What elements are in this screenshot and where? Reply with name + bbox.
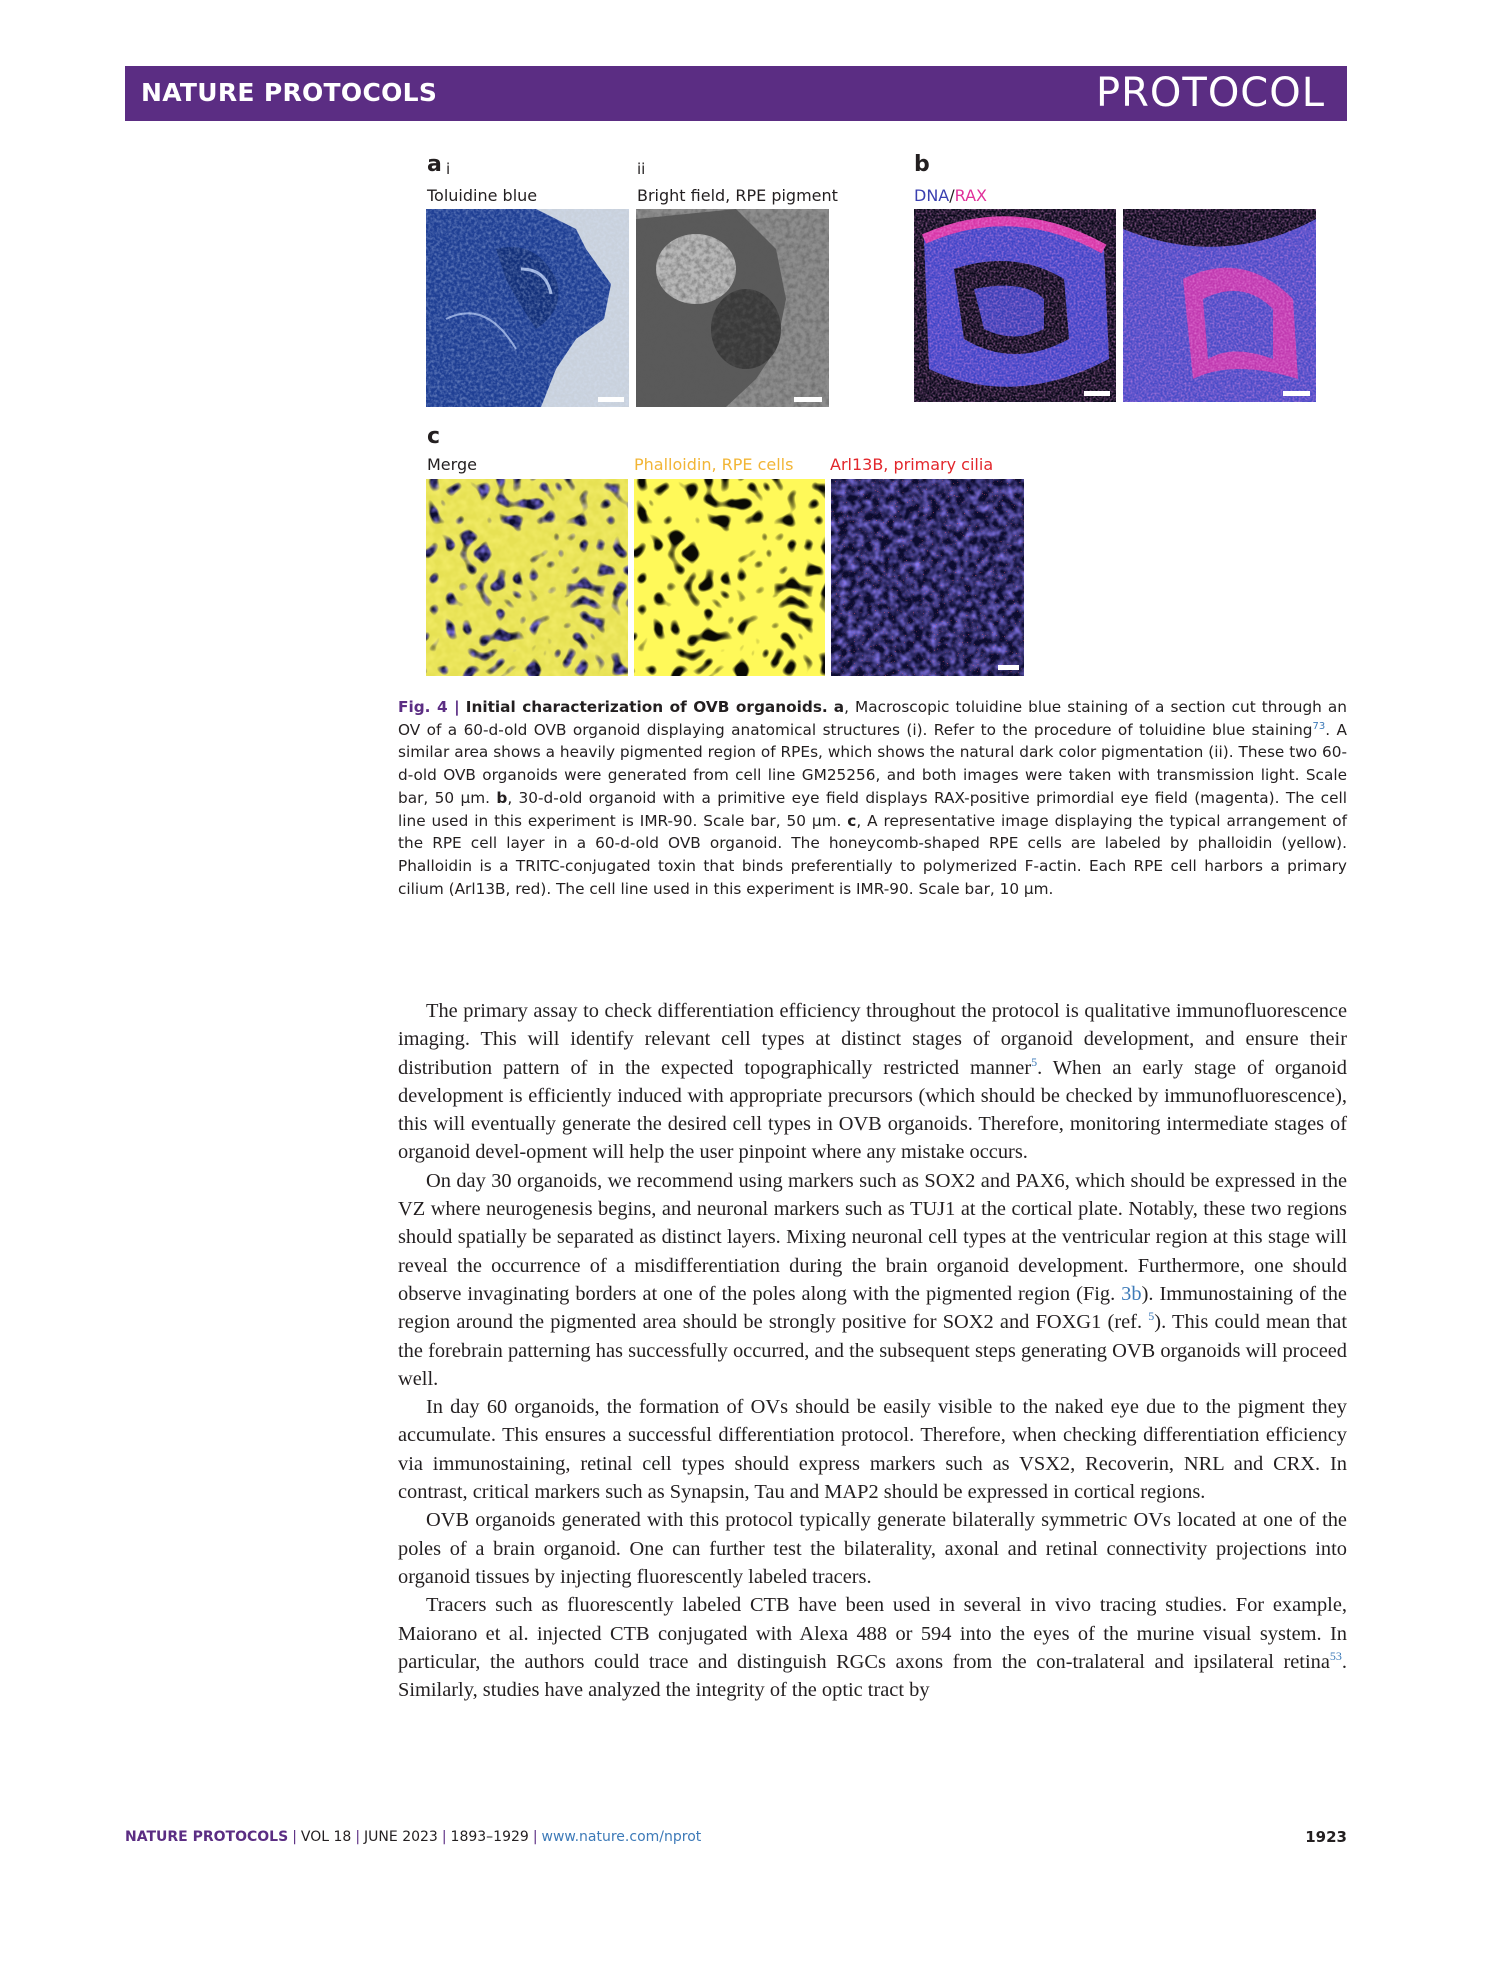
p2-text-2: ). Immunostaining of the region around the pigmented area should be strongly positive for SOX2 and FOXG1 (ref.	[398, 1282, 1347, 1334]
paragraph-4: OVB organoids generated with this protocol typically generate bilaterally symmetric OVs located at one of the poles of a brain organoid. One can further test the bilaterality, axonal and retinal connectivity projections into organoid tissues by injecting fluorescently labeled tracers.	[398, 1509, 1347, 1588]
p5-text: Tracers such as fluorescently labeled CTB have been used in several in vivo tracing studies. For example, Maiorano et al. injected CTB conjugated with Alexa 488 or 594 into the eyes of the murine visual system. In particular, the authors could trace and distinguish RGCs axons from the con-tralateral and ipsilateral retina	[398, 1594, 1347, 1673]
rax-label: RAX	[954, 186, 987, 205]
footer-url[interactable]: www.nature.com/nprot	[541, 1829, 702, 1845]
paragraph-3: In day 60 organoids, the formation of OVs should be easily visible to the naked eye due to the pigment they accumulate. This ensures a successful differentiation protocol. Therefore, when checking differentiation efficiency via immunostaining, retinal cell types should express markers such as VSX2, Recoverin, NRL and CRX. In contrast, critical markers such as Synapsin, Tau and MAP2 should be expressed in cortical regions.	[398, 1396, 1347, 1504]
scale-bar	[794, 397, 822, 402]
panel-a-sub-ii: ii	[637, 160, 646, 178]
caption-ref[interactable]: 73	[1312, 720, 1326, 732]
p1-text-2: . When an early stage of organoid development is efficiently induced with appropriate precursors (which should be checked by immunofluorescence), this will eventually generate the desired cell types in OVB organoids. Therefore, monitoring intermediate stages of organoid devel-opment will help the user pinpoint where any mistake occurs.	[398, 1056, 1347, 1164]
p2-text-3: ). This could mean that the forebrain patterning has successfully occurred, and the subsequent steps generating OVB organoids will proceed well.	[398, 1311, 1347, 1390]
caption-a-text-2: . A similar area shows a heavily pigmented region of RPEs, which shows the natural dark color pigmentation (ii). These two 60-d-old OVB organoids were generated from cell line GM25256, and both images were taken with transmission light. Scale bar, 50 μm.	[398, 720, 1347, 807]
footer-date: JUNE 2023	[364, 1829, 438, 1845]
caption-a-text: , Macroscopic toluidine blue staining of a section cut through an OV of a 60-d-old OVB organoid displaying anatomical structures (i). Refer to the procedure of toluidine blue staining	[398, 698, 1347, 739]
p2-text: On day 30 organoids, we recommend using markers such as SOX2 and PAX6, which should be expressed in the VZ where neurogenesis begins, and neuronal markers such as TUJ1 at the cortical plate. Notably, these two regions should spatially be separated as distinct layers. Mixing neuronal cell types at the ventricular region at this stage will reveal the occurrence of a misdifferentiation during the brain organoid development. Furthermore, one should observe invaginating borders at one of the poles along with the pigmented region (Fig.	[398, 1169, 1347, 1305]
fig-label: Fig. 4 |	[398, 698, 460, 716]
footer-journal: NATURE PROTOCOLS	[125, 1829, 289, 1845]
caption-a-label: a	[833, 698, 845, 716]
header-bar	[125, 66, 1347, 121]
p5-text-2: . Similarly, studies have analyzed the integrity of the optic tract by	[398, 1650, 1347, 1702]
scale-bar	[998, 665, 1019, 670]
paragraph-1	[398, 997, 1347, 1167]
caption-b-label: b	[496, 788, 508, 807]
p1-text: The primary assay to check differentiation efficiency throughout the protocol is qualitative immunofluorescence imaging. This will identify relevant cell types at distinct stages of organoid development, and ensure their distribution pattern of in the expected topographically restricted manner	[398, 1000, 1347, 1079]
panel-b-title	[914, 186, 987, 205]
dna-rax-image-1	[914, 209, 1116, 402]
p5-ref[interactable]: 53	[1329, 1649, 1342, 1664]
paragraph-2	[398, 1167, 1347, 1393]
caption-b-text: , 30-d-old organoid with a primitive eye field displays RAX-positive primordial eye field (magenta). The cell line used in this experiment is IMR-90. Scale bar, 50 μm.	[398, 788, 1348, 830]
fig-title: Initial characterization of OVB organoids.	[465, 698, 828, 716]
phalloidin-image	[634, 479, 825, 676]
footer-vol: VOL 18	[300, 1829, 352, 1845]
dna-label: DNA	[914, 186, 950, 205]
slash: /	[949, 186, 955, 205]
panel-c-title-arl13b: Arl13B, primary cilia	[830, 455, 994, 474]
panel-b-label: b	[914, 152, 930, 177]
p2-ref[interactable]: 5	[1148, 1309, 1155, 1324]
bright-field-image	[636, 209, 829, 407]
panel-c-label: c	[427, 424, 441, 449]
separator: |	[355, 1829, 361, 1845]
fig-3b-link[interactable]: 3b	[1121, 1282, 1142, 1305]
scale-bar	[1283, 391, 1310, 396]
dna-rax-image-2	[1123, 209, 1316, 402]
panel-a-label: a	[427, 152, 442, 177]
merge-image	[426, 479, 628, 676]
scale-bar	[598, 397, 624, 402]
arl13b-image	[831, 479, 1024, 676]
panel-a-title-i: Toluidine blue	[427, 186, 538, 205]
article-type: PROTOCOL	[1095, 70, 1325, 116]
journal-name: NATURE PROTOCOLS	[141, 78, 438, 107]
caption-c-text: , A representative image displaying the typical arrangement of the RPE cell layer in a 60-d-old OVB organoid. The honeycomb-shaped RPE cells are labeled by phalloidin (yellow). Phalloidin is a TRITC-conjugated toxin that binds preferentially to polymerized F-actin. Each RPE cell harbors a primary cilium (Arl13B, red). The cell line used in this experiment is IMR-90. Scale bar, 10 μm.	[398, 811, 1347, 898]
figure-caption	[398, 696, 1347, 900]
footer-pages: 1893–1929	[450, 1829, 529, 1845]
scale-bar	[1084, 391, 1110, 396]
separator: |	[441, 1829, 447, 1845]
panel-a-sub-i: i	[446, 160, 451, 178]
caption-c-label: c	[847, 811, 857, 830]
separator: |	[292, 1829, 297, 1845]
paragraph-5	[398, 1591, 1347, 1704]
panel-c-title-phalloidin: Phalloidin, RPE cells	[634, 455, 794, 474]
p1-ref[interactable]: 5	[1031, 1054, 1038, 1069]
page-number: 1923	[1305, 1828, 1347, 1846]
panel-a-title-ii: Bright field, RPE pigment	[637, 186, 838, 205]
panel-c-title-merge: Merge	[427, 455, 477, 474]
body-text	[398, 997, 1347, 1704]
toluidine-blue-image	[426, 209, 629, 407]
separator: |	[532, 1829, 538, 1845]
footer-citation	[125, 1829, 701, 1845]
